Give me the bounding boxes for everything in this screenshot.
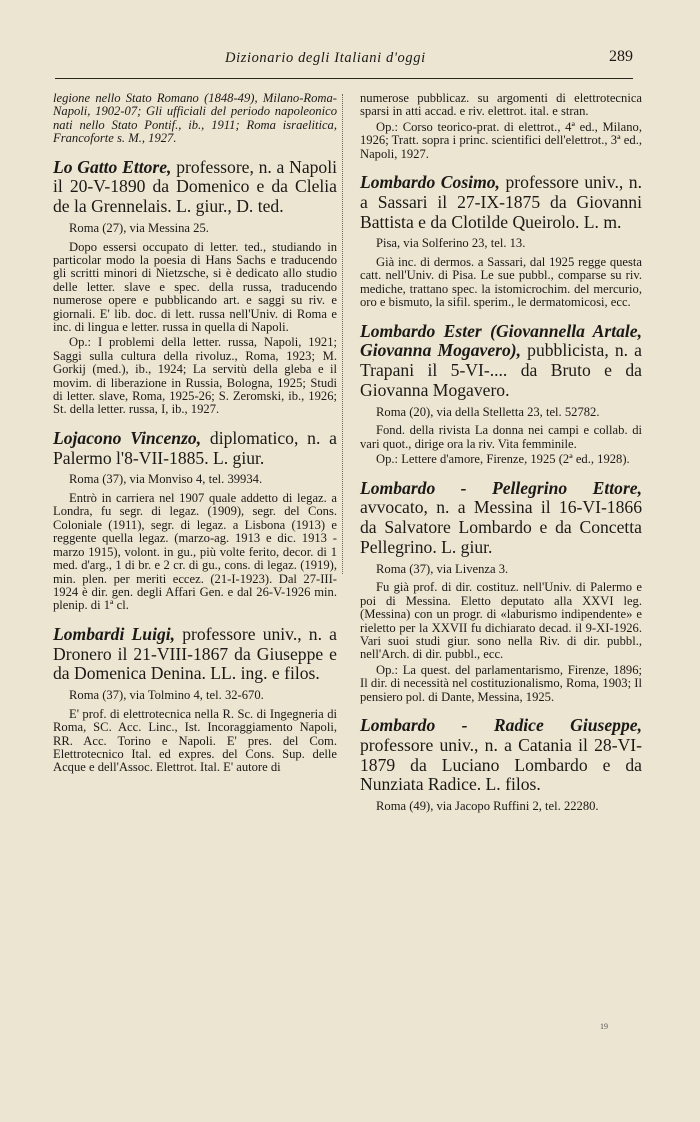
left-column: [53, 92, 337, 775]
entry-name: Lombardi Luigi,: [53, 623, 176, 644]
column-rule: [342, 94, 343, 574]
entry-lombardo-radice: [360, 716, 642, 814]
entry-address: Roma (49), via Jacopo Ruffini 2, tel. 22280.: [376, 799, 599, 814]
entry-name: Lombardo Ester (Giovannella Artale, Giovanna Mogavero),: [360, 320, 642, 361]
entry-name: Lojacono Vincenzo,: [53, 427, 202, 448]
entry-lombardi-luigi: [53, 625, 337, 775]
entry-address: Roma (37), via Monviso 4, tel. 39934.: [69, 472, 263, 487]
entry-works: Op.: La quest. del parlamentarismo, Firenze, 1896; Il dir. di necessità nel costituzionalismo, Roma, 1903; Il pensiero pol. di Dante, Messina, 1925.: [360, 662, 642, 704]
entry-works: Op.: Lettere d'amore, Firenze, 1925 (2ª ed., 1928).: [376, 452, 630, 467]
running-header: [55, 44, 633, 79]
entry-details: professore univ., n. a Catania il 28-VI-1879 da Luciano Lombardo e da Nunziata Radice. L. filos.: [360, 734, 642, 795]
entry-biography: Entrò in carriera nel 1907 quale addetto di legaz. a Londra, fu segr. di legaz. (1909), segr. del Cons. Coloniale (1911), segr. di legaz. a Lisbona (1913) e reggente quella legaz. (marzo-ag. 1913 e dic. 1913 - marzo 1915), volont. in gu., più volte ferito, decor. di 1 med. d'arg., 1 di br. e 2 cr. di gu., cons. di legaz. (1919), min. plen. per meriti eccez. (21-I-1923). Dal 27-III-1924 è dir. gen. degli Affari Gen. e dal 26-V-1926 min. plenip. di 1ª cl.: [53, 491, 337, 613]
continued-text: legione nello Stato Romano (1848-49), Milano-Roma-Napoli, 1902-07; Gli ufficiali del periodo napoleonico nati nello Stato Pontif., ib., 1911; Roma israelitica, Francoforte s. M., 1927.: [53, 91, 337, 146]
entry-heading: [53, 625, 337, 684]
entry-works: Op.: I problemi della letter. russa, Napoli, 1921; Saggi sulla cultura della rivoluz., Roma, 1923; M. Gorkij (med.), ib., 1924; La servitù della gleba e il movim. di liberazione in Russia, Bologna, 1925; Studi di letter. slave, Roma, 1925-26; S. Zeromski, ib., 1926; St. della letter. russa, I, ib., 1927.: [53, 335, 337, 417]
entry-lojacono: [53, 429, 337, 613]
entry-details: diplomatico, n. a Palermo l'8-VII-1885. L. giur.: [53, 427, 337, 468]
entry-heading: [360, 479, 642, 558]
entry-name: Lombardo - Pellegrino Ettore,: [360, 477, 642, 498]
entry-lombardo-ester: [360, 322, 642, 467]
entry-name: Lombardo - Radice Giuseppe,: [360, 715, 642, 736]
entry-name: Lombardo Cosimo,: [360, 172, 500, 193]
entry-details: professore univ., n. a Sassari il 27-IX-1875 da Giovanni Battista e da Clotilde Queirolo. L. m.: [360, 172, 642, 232]
entry-details: professore univ., n. a Dronero il 21-VIII-1867 da Giuseppe e da Domenica Denina. LL. ing. e filos.: [53, 623, 337, 684]
entry-details: pubblicista, n. a Trapani il 5-VI-.... da Bruto e da Giovanna Mogavero.: [360, 340, 642, 401]
entry-biography: Dopo essersi occupato di letter. ted., studiando in particolar modo la poesia di Hans Sachs e traducendo gli scritti minori di Nietzsche, si è dedicato allo studio delle letter. slave e spec. della russa, traducendo numerose opere e pubblicando art. e saggi su riv. e giornali. E' lib. doc. di lett. russa nell'Univ. di Roma e inc. di lingua e letter. russa in quella di Napoli.: [53, 239, 337, 335]
entry-heading: [360, 322, 642, 401]
continued-text: numerose pubblicaz. su argomenti di elettrotecnica sparsi in atti accad. e riv. elettrot. ital. e stran.: [360, 91, 642, 119]
continued-works: Op.: Corso teorico-prat. di elettrot., 4ª ed., Milano, 1926; Tratt. sopra i princ. scientifici dell'elettrot., 3ª ed., Napoli, 1927.: [360, 119, 642, 161]
entry-address: Roma (37), via Livenza 3.: [376, 561, 509, 576]
entry-lo-gatto: [53, 158, 337, 417]
page-number: 289: [609, 48, 633, 65]
entry-biography: Fond. della rivista La donna nei campi e collab. di vari quot., dirige ora la riv. Vita femminile.: [360, 423, 642, 451]
printer-folio: 19: [600, 1022, 608, 1031]
entry-heading: [53, 158, 337, 217]
entry-biography: Già inc. di dermos. a Sassari, dal 1925 regge questa catt. nell'Univ. di Pisa. Le sue pubbl., comparse su riv. mediche, trattano spec. la istomicrochim. del mercurio, oro e bismuto, la sifil. sperim., le dermatomicosi, ecc.: [360, 255, 642, 310]
entry-details: professore, n. a Napoli il 20-V-1890 da Domenico e da Clelia de la Grennelais. L. giur., D. ted.: [53, 156, 337, 217]
entry-lombardo-cosimo: [360, 173, 642, 310]
entry-address: Roma (27), via Messina 25.: [69, 221, 209, 236]
entry-biography: Fu già prof. di dir. costituz. nell'Univ. di Palermo e poi di Messina. Eletto deputato alla XXVI leg. (Messina) con un progr. di «laburismo indipendente» e rieletto per la XXVII fu dichiarato decad. il 9-XI-1926. Vari suoi studi giur. sono nella Riv. di dir. pubbl., nell'Arch. di dir. pubbl., ecc.: [360, 580, 642, 662]
entry-heading: [53, 429, 337, 469]
entry-address: Roma (20), via della Stelletta 23, tel. 52782.: [376, 404, 600, 419]
entry-biography: E' prof. di elettrotecnica nella R. Sc. di Ingegneria di Roma, SC. Acc. Linc., Ist. Incoraggiamento Napoli, RR. Acc. Torino e Napoli. E' pres. del Com. Elettrotecnico Ital. ed expres. del Cons. Sup. delle Acque e dell'Assoc. Elettrot. Ital. E' autore di: [53, 706, 337, 775]
entry-address: Roma (37), via Tolmino 4, tel. 32-670.: [69, 688, 264, 703]
running-title: Dizionario degli Italiani d'oggi: [225, 50, 426, 66]
entry-heading: [360, 173, 642, 232]
entry-name: Lo Gatto Ettore,: [53, 156, 172, 177]
entry-address: Pisa, via Solferino 23, tel. 13.: [376, 236, 526, 251]
entry-details: avvocato, n. a Messina il 16-VI-1866 da Salvatore Lombardo e da Concetta Pellegrino. L. giur.: [360, 497, 642, 558]
entry-lombardo-pellegrino: [360, 479, 642, 704]
right-column: [360, 92, 642, 819]
entry-heading: [360, 716, 642, 795]
